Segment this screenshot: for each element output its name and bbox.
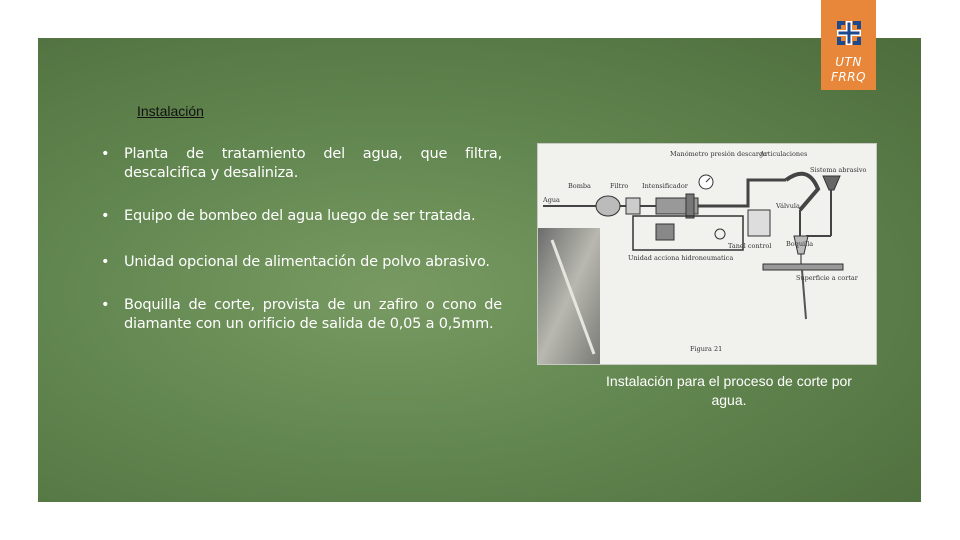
label-figura: Figura 21 bbox=[690, 345, 723, 353]
label-tanel-control: Tanel control bbox=[728, 242, 772, 250]
label-articulaciones: Articulaciones bbox=[760, 150, 808, 158]
bullet-item: • Planta de tratamiento del agua, que filtra, descalcifica y desaliniza. bbox=[100, 145, 502, 183]
label-boquilla: Boquilla bbox=[786, 240, 814, 248]
label-agua: Agua bbox=[543, 196, 560, 204]
label-superficie: Superficie a cortar bbox=[796, 274, 858, 282]
figure-caption: Instalación para el proceso de corte por agua. bbox=[606, 373, 852, 408]
label-manometro: Manómetro presión descarga bbox=[670, 150, 768, 158]
bullet-item: • Boquilla de corte, provista de un zafiro o cono de diamante con un orificio de salida de 0,05 a 0,5mm. bbox=[100, 296, 502, 334]
bullet-item: • Equipo de bombeo del agua luego de ser tratada. bbox=[100, 207, 502, 226]
waterjet-diagram bbox=[538, 144, 876, 364]
utn-logo bbox=[821, 0, 876, 90]
label-bomba: Bomba bbox=[568, 182, 591, 190]
label-filtro: Filtro bbox=[610, 182, 629, 190]
section-title: Instalación bbox=[137, 103, 204, 119]
logo-text-frrq: FRRQ bbox=[830, 70, 867, 84]
utn-emblem-icon bbox=[834, 18, 864, 48]
label-sistema-abrasivo: Sistema abrasivo bbox=[810, 166, 867, 174]
label-intensificador: Intensificador bbox=[642, 182, 688, 190]
waterjet-diagram-figure bbox=[537, 143, 877, 365]
label-valvula: Válvula bbox=[776, 202, 800, 210]
logo-text-utn: UTN bbox=[835, 55, 862, 69]
label-unidad: Unidad acciona hidroneumatica bbox=[628, 254, 734, 262]
bullet-item: • Unidad opcional de alimentación de polvo abrasivo. bbox=[100, 253, 502, 272]
